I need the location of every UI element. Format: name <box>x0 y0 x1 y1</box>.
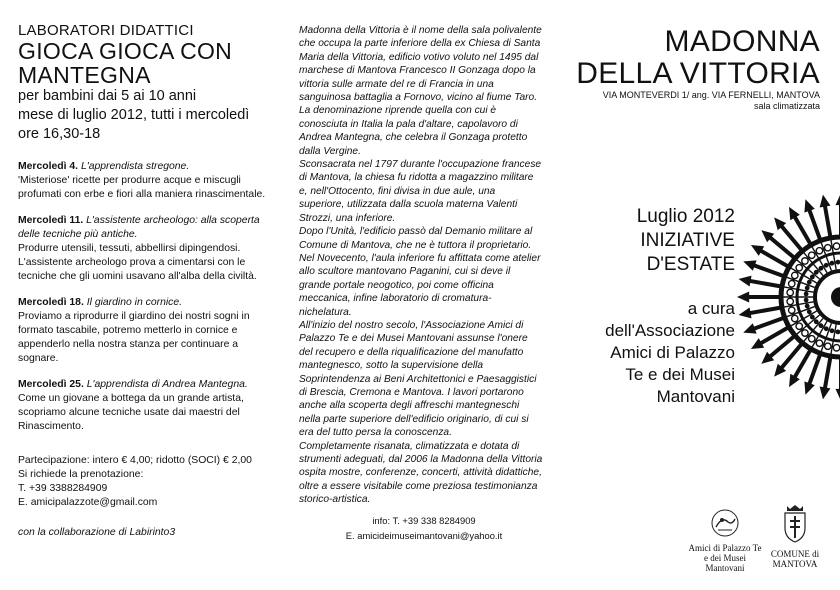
organizer-line: Amici di Palazzo <box>610 343 735 362</box>
history-line: che occupa la parte inferiore della ex Chiesa di Santa <box>299 38 541 50</box>
history-line: All'inizio del nostro secolo, l'Associazione Amici di <box>299 319 524 331</box>
entry-date: Mercoledì 18. <box>18 297 84 308</box>
entry-title: L'apprendista stregone. <box>80 161 190 172</box>
history-line: Comune di Mantova, che ne è tuttora il proprietario. <box>299 239 532 251</box>
history-line: del recupero e della riqualificazione del manufatto <box>299 346 524 358</box>
entry-text: L'assistente archeologo prova a cimentarsi con le <box>18 257 246 268</box>
entry-text: Proviamo a riprodurre il giardino dei nostri sogni in <box>18 311 250 322</box>
history-line: nichelatura. <box>299 306 352 318</box>
comune-logo-line1: COMUNE di <box>770 549 820 559</box>
history-line: La denominazione riprende quella con cui è <box>299 105 497 117</box>
venue-address <box>603 90 820 112</box>
entry-text: 'Misteriose' ricette per produrre acque e miscugli <box>18 175 241 186</box>
history-line: Nel Novecento, l'aula inferiore fu affittata come atelier <box>299 252 541 264</box>
organizer-line: Te e dei Musei <box>625 365 735 384</box>
history-line: di Mantova, la chiesa fu ridotta a magazzino militare <box>299 172 534 184</box>
comune-logo-line2: MANTOVA <box>772 559 818 569</box>
venue-title <box>576 26 820 90</box>
organizer-credit <box>605 298 735 408</box>
schedule: mese di luglio 2012, tutti i mercoledì <box>18 107 250 123</box>
entry-text: Produrre utensili, tessuti, abbellirsi dipingendosi. <box>18 243 241 254</box>
email-link[interactable]: E. amicipalazzote@gmail.com <box>18 497 158 508</box>
organizer-line: Mantovani <box>656 387 735 406</box>
history-line: meccanica, infine laboratorio di cromatura- <box>299 293 492 305</box>
time: ore 16,30-18 <box>18 126 101 142</box>
history-line: anche alla scoperta degli affreschi mantegneschi <box>299 400 520 412</box>
amici-logo <box>685 508 765 573</box>
entry-title-cont: delle tecniche più antiche. <box>18 229 138 240</box>
history-line: vittoria sulle armate del re di Francia in una <box>299 78 494 90</box>
rosette-ornament-icon <box>737 180 840 414</box>
entry-text: formato tascabile, potremo metterlo in cornice e <box>18 325 238 336</box>
entry-title: L'assistente archeologo: alla scoperta <box>86 215 260 226</box>
event-subtitle: D'ESTATE <box>646 254 735 275</box>
info-email[interactable]: E. amicideimuseimantovani@yahoo.it <box>345 529 503 541</box>
comune-logo <box>770 504 820 569</box>
event-title: INIZIATIVE <box>640 230 735 251</box>
workshop-entry <box>18 160 275 202</box>
history-line: Sconsacrata nel 1797 durante l'occupazione francese <box>299 159 542 171</box>
entry-text: sognare. <box>18 353 59 364</box>
history-line: Andrea Mantegna, che celebra il Gonzaga protetto <box>299 132 528 144</box>
coat-of-arms-icon <box>782 504 808 544</box>
history-line: nella parte superiore dell'edificio originario, di cui si <box>299 413 529 425</box>
collaboration-credit: con la collaborazione di Labirinto3 <box>18 527 176 538</box>
history-line: dalla Vergine. <box>299 145 361 157</box>
history-line: Soprintendenza ai Beni Architettonici e Paesaggistici <box>299 373 537 385</box>
entry-text: scopriamo alcune tecniche usate dai maestri del <box>18 407 240 418</box>
venue-title-line1: MADONNA <box>664 25 820 58</box>
address-line: VIA MONTEVERDI 1/ ang. VIA FERNELLI, MANTOVA <box>602 90 820 100</box>
amici-logo-line2: e dei Musei Mantovani <box>704 553 746 573</box>
history-line: Strozzi, una inferiore. <box>299 212 396 224</box>
history-line: di Brescia, Cremona e Mantova. I lavori portarono <box>299 386 524 398</box>
workshop-entry <box>18 214 275 284</box>
entry-text: Rinascimento. <box>18 421 84 432</box>
amici-logo-line1: Amici di Palazzo Te <box>688 543 762 553</box>
venue-title-line2: DELLA VITTORIA <box>576 57 820 90</box>
history-line: oltre a essere visitabile come preziosa testimonianza <box>299 480 538 492</box>
booking-note: Si richiede la prenotazione: <box>18 469 144 480</box>
history-line: Dopo l'Unità, l'edificio passò dal Demanio militare al <box>299 226 533 238</box>
info-phone[interactable]: info: T. +39 338 8284909 <box>372 514 476 526</box>
entry-text: Come un giovane a bottega da un grande artista, <box>18 393 244 404</box>
entry-date: Mercoledì 4. <box>18 161 79 172</box>
history-line: ospita mostre, conferenze, concerti, attività didattiche, <box>299 467 542 479</box>
history-line: mantegnesco, sotto la supervisione della <box>299 360 484 372</box>
history-line: Completamente risanata, climatizzata e dotata di <box>299 440 520 452</box>
history-line: grande portale neogotico, poi come officina <box>299 279 494 291</box>
venue-feature: sala climatizzata <box>753 101 820 111</box>
workshop-entry <box>18 378 275 434</box>
history-line: era del tutto persa la conoscenza. <box>299 427 452 439</box>
history-line: allo scultore mantovano Paganini, cui si deve il <box>299 266 511 278</box>
section-title-line2: MANTEGNA <box>18 62 151 88</box>
history-line: strumenti adeguati, dal 2006 la Madonna della Vittoria <box>299 454 543 465</box>
entry-title: L'apprendista di Andrea Mantegna. <box>86 379 248 390</box>
history-line: conosciuta in Italia la pala d'altare, capolavoro di <box>299 118 518 130</box>
entry-title: Il giardino in cornice. <box>86 297 183 308</box>
history-line: Madonna della Vittoria è il nome della sala polivalente <box>299 25 542 36</box>
entry-text: appenderlo nella nostra stanza per continuare a <box>18 339 239 350</box>
entry-text: tecniche che gli uomini usavano all'alba della civiltà. <box>18 271 257 282</box>
entry-date: Mercoledì 11. <box>18 215 84 226</box>
history-line: Maria della Vittoria, edificio votivo voluto nel 1495 dal <box>299 51 539 63</box>
organizer-line: dell'Associazione <box>605 321 735 340</box>
section-title-line1: GIOCA GIOCA CON <box>18 38 233 64</box>
audience: per bambini dai 5 ai 10 anni <box>18 88 197 104</box>
history-line: marchese di Mantova Francesco II Gonzaga dopo la <box>299 65 536 77</box>
entry-date: Mercoledì 25. <box>18 379 84 390</box>
organizer-line: a cura <box>687 299 735 318</box>
booking-info <box>18 454 275 510</box>
left-panel <box>0 0 285 590</box>
phone-number[interactable]: T. +39 3388284909 <box>18 483 108 494</box>
event-heading <box>637 205 735 277</box>
history-text <box>299 24 549 507</box>
history-line: storico-artistica. <box>299 494 371 506</box>
history-panel <box>285 0 557 590</box>
history-line: Palazzo Te e dei Musei Mantovani assunse l'onere <box>299 333 528 345</box>
history-line: superiore, utilizzata dalla scuola materna Valenti <box>299 199 518 211</box>
entry-text: profumati con erbe e fiori alla maniera rinascimentale. <box>18 189 266 200</box>
history-line: e, nell'Ottocento, fini divisa in due aule, una <box>299 185 496 197</box>
workshop-entry <box>18 296 275 366</box>
amici-emblem-icon <box>710 508 740 538</box>
history-line: sanguinosa battaglia a Fornovo, vicino al fiume Taro. <box>299 92 538 104</box>
section-kicker: LABORATORI DIDATTICI <box>18 22 194 39</box>
price-info: Partecipazione: intero € 4,00; ridotto (SOCI) € 2,00 <box>18 455 252 466</box>
event-month: Luglio 2012 <box>636 206 735 227</box>
cover-panel <box>557 0 840 590</box>
